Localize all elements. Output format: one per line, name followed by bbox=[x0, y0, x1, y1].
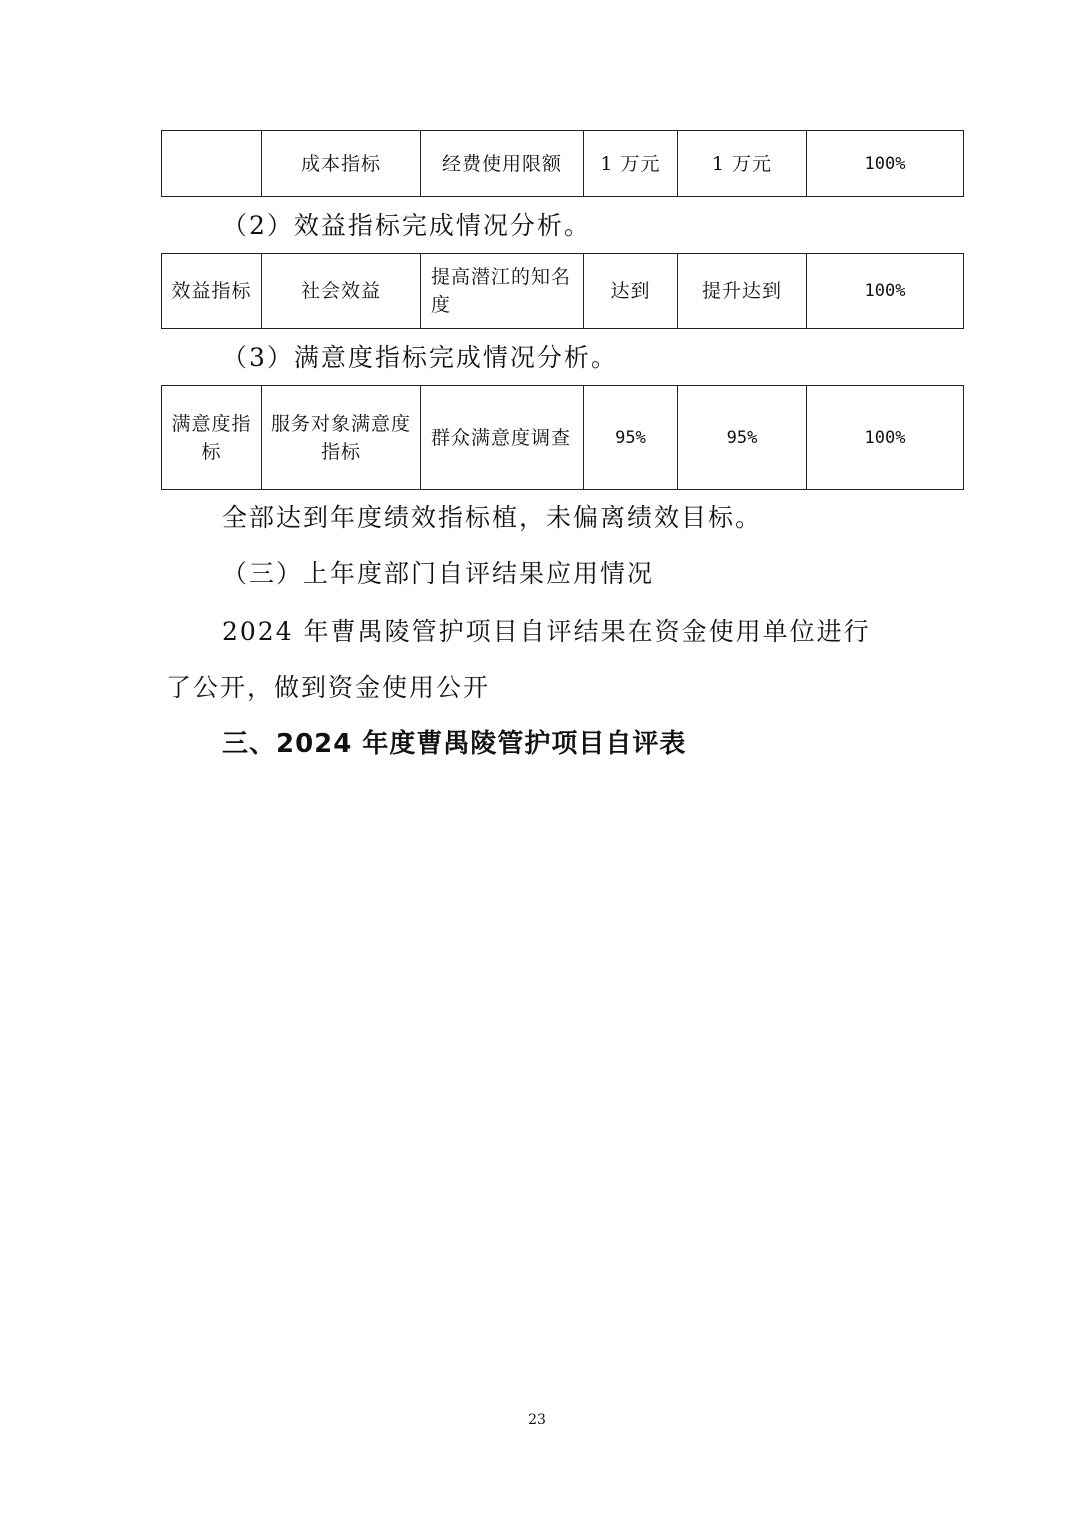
paragraph-completion: 全部达到年度绩效指标植，未偏离绩效目标。 bbox=[222, 503, 763, 532]
table-cell: 100% bbox=[807, 254, 964, 329]
table-cell: 1 万元 bbox=[584, 131, 678, 197]
table-row bbox=[162, 386, 964, 490]
table-cell: 达到 bbox=[584, 254, 678, 329]
table-cell: 满意度指标 bbox=[162, 386, 262, 490]
table-cell: 效益指标 bbox=[162, 254, 262, 329]
table-cell: 100% bbox=[807, 386, 964, 490]
table-cell: 提升达到 bbox=[678, 254, 807, 329]
table-cell: 95% bbox=[678, 386, 807, 490]
table-cell bbox=[162, 131, 262, 197]
section-2-title: （2）效益指标完成情况分析。 bbox=[222, 211, 591, 240]
table-cell: 成本指标 bbox=[262, 131, 421, 197]
paragraph-subheading: （三）上年度部门自评结果应用情况 bbox=[222, 559, 655, 588]
satisfaction-indicator-table bbox=[161, 385, 964, 490]
page-number: 23 bbox=[528, 1412, 546, 1428]
cost-indicator-table bbox=[161, 130, 964, 197]
paragraph-disclosure-line-1: 2024 年曹禺陵管护项目自评结果在资金使用单位进行 bbox=[222, 617, 871, 646]
table-cell: 服务对象满意度指标 bbox=[262, 386, 421, 490]
table-cell: 群众满意度调查 bbox=[421, 386, 584, 490]
table-cell: 1 万元 bbox=[678, 131, 807, 197]
benefit-indicator-table bbox=[161, 253, 964, 329]
table-row bbox=[162, 131, 964, 197]
paragraph-disclosure-line-2: 了公开，做到资金使用公开 bbox=[166, 673, 491, 702]
table-cell: 经费使用限额 bbox=[421, 131, 584, 197]
table-cell: 95% bbox=[584, 386, 678, 490]
table-cell: 社会效益 bbox=[262, 254, 421, 329]
section-3-title: （3）满意度指标完成情况分析。 bbox=[222, 343, 618, 372]
table-cell: 提高潜江的知名度 bbox=[421, 254, 584, 329]
table-cell: 100% bbox=[807, 131, 964, 197]
section-heading-3: 三、2024 年度曹禺陵管护项目自评表 bbox=[222, 729, 687, 759]
table-row bbox=[162, 254, 964, 329]
